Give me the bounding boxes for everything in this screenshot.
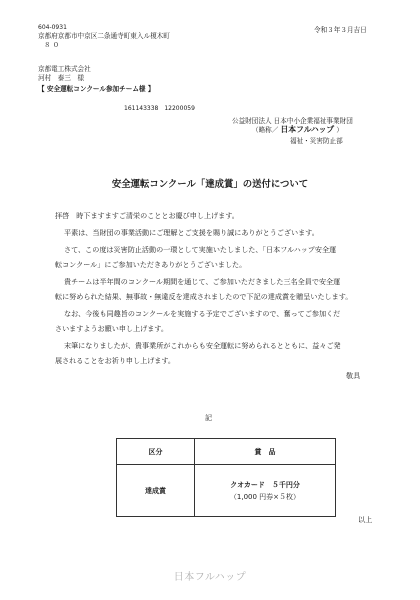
- footer-brand-logo: 日本フルハップ: [173, 572, 247, 583]
- table-header-prize-label: 賞 品: [254, 447, 276, 456]
- paragraph-3-line1: 貴チームは半年間のコンクール期間を通じて、ご参加いただきました三名全員で安全運: [64, 277, 341, 286]
- postal-code: 604-0931: [38, 24, 67, 31]
- sender-department: 福祉・災害防止部: [290, 137, 343, 145]
- sender-short-prefix: （略称／: [252, 126, 281, 134]
- table-header-prize: [195, 439, 336, 465]
- paragraph-2-line1: さて、この度は災害防止活動の一環として実施いたしました、「日本フルハップ安全運: [64, 245, 337, 254]
- recipient-address-line1: 京都府京都市中京区二条通寺町東入ル榎木町: [38, 32, 170, 40]
- closing-keigu: 敬具: [346, 371, 361, 380]
- ijou-end-mark: 以上: [358, 515, 373, 524]
- sender-short-name: [252, 125, 343, 135]
- sender-short-suffix: ）: [334, 126, 343, 134]
- table-cell-award-name: 達成賞: [117, 465, 195, 517]
- reference-numbers: 161143338 12200059: [124, 105, 195, 112]
- recipient-address-line2: ８０: [44, 41, 62, 49]
- table-header-row: [117, 439, 336, 465]
- table-header-category: 区分: [117, 439, 195, 465]
- recipient-team: 【 安全運転コンクール参加チーム様 】: [38, 85, 155, 93]
- recipient-company: 京都電工株式会社: [38, 65, 91, 73]
- prize-line2: （1,000 円券×５枚）: [229, 492, 301, 501]
- letter-title: 安全運転コンクール「達成賞」の送付について: [111, 179, 309, 190]
- paragraph-5-line1: 末筆になりましたが、貴事業所がこれからも安全運転に努められるとともに、益々ご発: [64, 341, 341, 350]
- table-cell-prize: [195, 465, 336, 517]
- ki-heading: 記: [205, 413, 213, 422]
- paragraph-3-line2: 転に努められた結果、無事故・無違反を達成されましたので下記の達成賞を贈呈いたします。: [55, 292, 353, 301]
- letter-date: 令和３年３月吉日: [314, 26, 367, 34]
- award-table: [116, 438, 336, 517]
- sender-short-brand: 日本フルハップ: [280, 125, 335, 134]
- paragraph-2-line2: 転コンクール」にご参加いただきありがとうございました。: [55, 260, 247, 269]
- paragraph-1: 平素は、当財団の事業活動にご理解とご支援を賜り誠にありがとうございます。: [64, 228, 319, 237]
- table-row: [117, 465, 336, 517]
- sender-organization: 公益財団法人 日本中小企業福祉事業財団: [232, 117, 353, 125]
- paragraph-4-line2: さいますようお願い申し上げます。: [55, 324, 168, 333]
- recipient-name: 河村 泰三 様: [38, 74, 85, 82]
- greeting: 拝啓 時下ますますご清栄のこととお慶び申し上げます。: [55, 211, 239, 220]
- paragraph-4-line1: なお、今後も同趣旨のコンクールを実施する予定でございますので、奮ってご参加くだ: [64, 309, 341, 318]
- paragraph-5-line2: 展されることをお祈り申し上げます。: [55, 356, 176, 365]
- prize-line1: クオカード ５千円分: [230, 480, 300, 489]
